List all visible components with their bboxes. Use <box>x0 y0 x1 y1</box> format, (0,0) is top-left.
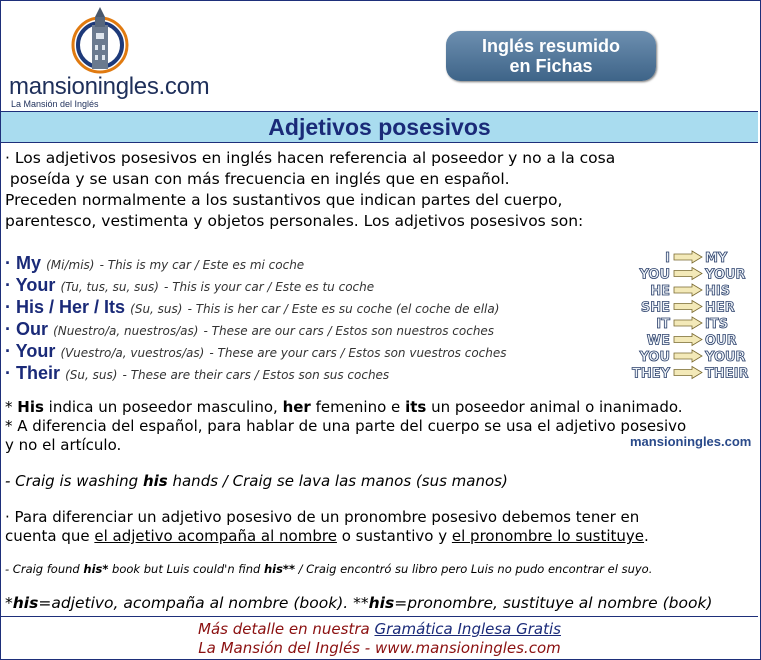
badge-button[interactable] <box>446 31 656 81</box>
footer <box>1 616 758 658</box>
arrow-icon <box>674 251 702 263</box>
list-item: · Our (Nuestro/a, nuestros/as) - These are our cars / Estos son nuestros coches <box>5 319 495 339</box>
example-sentence-2: - Craig found his* book but Luis could'n find his** / Craig encontró su libro pero Luis no pudo encontrar el suyo. <box>5 562 653 576</box>
list-item: · Their (Su, sus) - These are their cars / Estos son sus coches <box>5 363 390 383</box>
arrow-icon <box>674 284 702 296</box>
example: These are your cars / Estos son vuestros coches <box>217 346 507 360</box>
difference-line: cuenta que el adjetivo acompaña al nombre o sustantivo y el pronombre lo sustituye. <box>5 527 649 545</box>
intro-line: poseída y se usan con más frecuencia en inglés que en español. <box>5 170 510 188</box>
example: These are their cars / Estos son sus coches <box>130 368 390 382</box>
tower-logo-icon <box>71 7 129 75</box>
logo-subtitle: La Mansión del Inglés <box>11 99 99 109</box>
adjective-word: Your <box>15 275 56 295</box>
list-item: · His / Her / Its (Su, sus) - This is her car / Este es su coche (el coche de ella) <box>5 297 500 317</box>
difference-paragraph <box>5 508 755 546</box>
adjective-word: My <box>16 253 42 273</box>
adjective-label: ITS <box>705 317 729 332</box>
notes <box>5 398 755 455</box>
arrow-icon <box>674 317 702 329</box>
list-item: · Your (Tu, tus, su, sus) - This is your car / Este es tu coche <box>5 275 375 295</box>
intro-line: parentesco, vestimenta y objetos personales. Los adjetivos posesivos son: <box>5 212 584 230</box>
summary-line: *his=adjetivo, acompaña al nombre (book). **his=pronombre, sustituye al nombre (book) <box>5 594 713 612</box>
translation: (Nuestro/a, nuestros/as) <box>53 324 199 338</box>
adjective-word: Their <box>16 363 61 383</box>
intro-line: · Los adjetivos posesivos en inglés hacen referencia al poseedor y no a la cosa <box>5 149 616 167</box>
translation: (Mi/mis) <box>46 258 95 272</box>
note-line: y no el artículo. <box>5 436 122 454</box>
badge-line2: en Fichas <box>509 56 593 76</box>
adjective-label: YOUR <box>705 350 746 365</box>
adjective-word: Your <box>15 341 56 361</box>
example-sentence: - Craig is washing his hands / Craig se lava las manos (sus manos) <box>5 472 508 490</box>
adjective-label: OUR <box>705 333 737 349</box>
adjective-label: THEIR <box>705 366 749 382</box>
example: This is your car / Este es tu coche <box>172 280 375 294</box>
translation: (Vuestro/a, vuestros/as) <box>60 346 205 360</box>
adjective-label: MY <box>705 251 728 266</box>
pronoun-label: IT <box>656 317 670 332</box>
arrow-icon <box>674 367 702 379</box>
list-item: · My (Mi/mis) - This is my car / Este es mi coche <box>5 253 305 273</box>
arrow-icon <box>674 268 702 280</box>
pronoun-adjective-chart-image <box>620 250 756 386</box>
difference-line: · Para diferenciar un adjetivo posesivo de un pronombre posesivo debemos tener en <box>5 508 640 526</box>
example: This is her car / Este es su coche (el coche de ella) <box>195 302 500 316</box>
adjective-label: HER <box>705 300 735 316</box>
example: These are our cars / Estos son nuestros coches <box>211 324 495 338</box>
footer-line2[interactable]: La Mansión del Inglés - www.mansioningles.com <box>198 639 561 657</box>
arrow-icon <box>674 301 702 313</box>
note-line: * His indica un poseedor masculino, her femenino e its un poseedor animal o inanimado. <box>5 398 683 416</box>
footer-line1: Más detalle en nuestra Gramática Inglesa Gratis <box>198 620 561 638</box>
translation: (Tu, tus, su, sus) <box>60 280 159 294</box>
list-item: · Your (Vuestro/a, vuestros/as) - These are your cars / Estos son vuestros coches <box>5 341 507 361</box>
arrow-icon <box>674 334 702 346</box>
header <box>1 1 758 111</box>
badge-line1: Inglés resumido <box>481 36 621 56</box>
adjective-list <box>5 252 625 384</box>
translation: (Su, sus) <box>65 368 118 382</box>
pronoun-label: THEY <box>631 366 670 382</box>
intro-line: Preceden normalmente a los sustantivos que indican partes del cuerpo, <box>5 191 563 209</box>
pronoun-label: HE <box>650 284 670 299</box>
logo-text[interactable]: mansioningles.com <box>9 73 210 100</box>
pronoun-label: WE <box>646 333 670 349</box>
pronoun-label: YOU <box>639 267 670 283</box>
grammar-link[interactable]: Gramática Inglesa Gratis <box>374 620 561 638</box>
page-title: Adjetivos posesivos <box>1 111 758 143</box>
pronoun-label: YOU <box>639 350 670 365</box>
adjective-label: YOUR <box>705 267 746 283</box>
note-line: * A diferencia del español, para hablar de una parte del cuerpo se usa el adjetivo posesivo <box>5 417 687 435</box>
adjective-label: HIS <box>705 284 731 299</box>
translation: (Su, sus) <box>130 302 183 316</box>
site-watermark: mansioningles.com <box>630 434 752 449</box>
example: This is my car / Este es mi coche <box>107 258 305 272</box>
adjective-word: His / Her / Its <box>16 297 126 317</box>
pronoun-label: I <box>665 251 670 266</box>
pronoun-label: SHE <box>640 300 670 316</box>
arrow-icon <box>674 350 702 362</box>
adjective-word: Our <box>16 319 49 339</box>
intro-paragraph <box>5 148 757 232</box>
